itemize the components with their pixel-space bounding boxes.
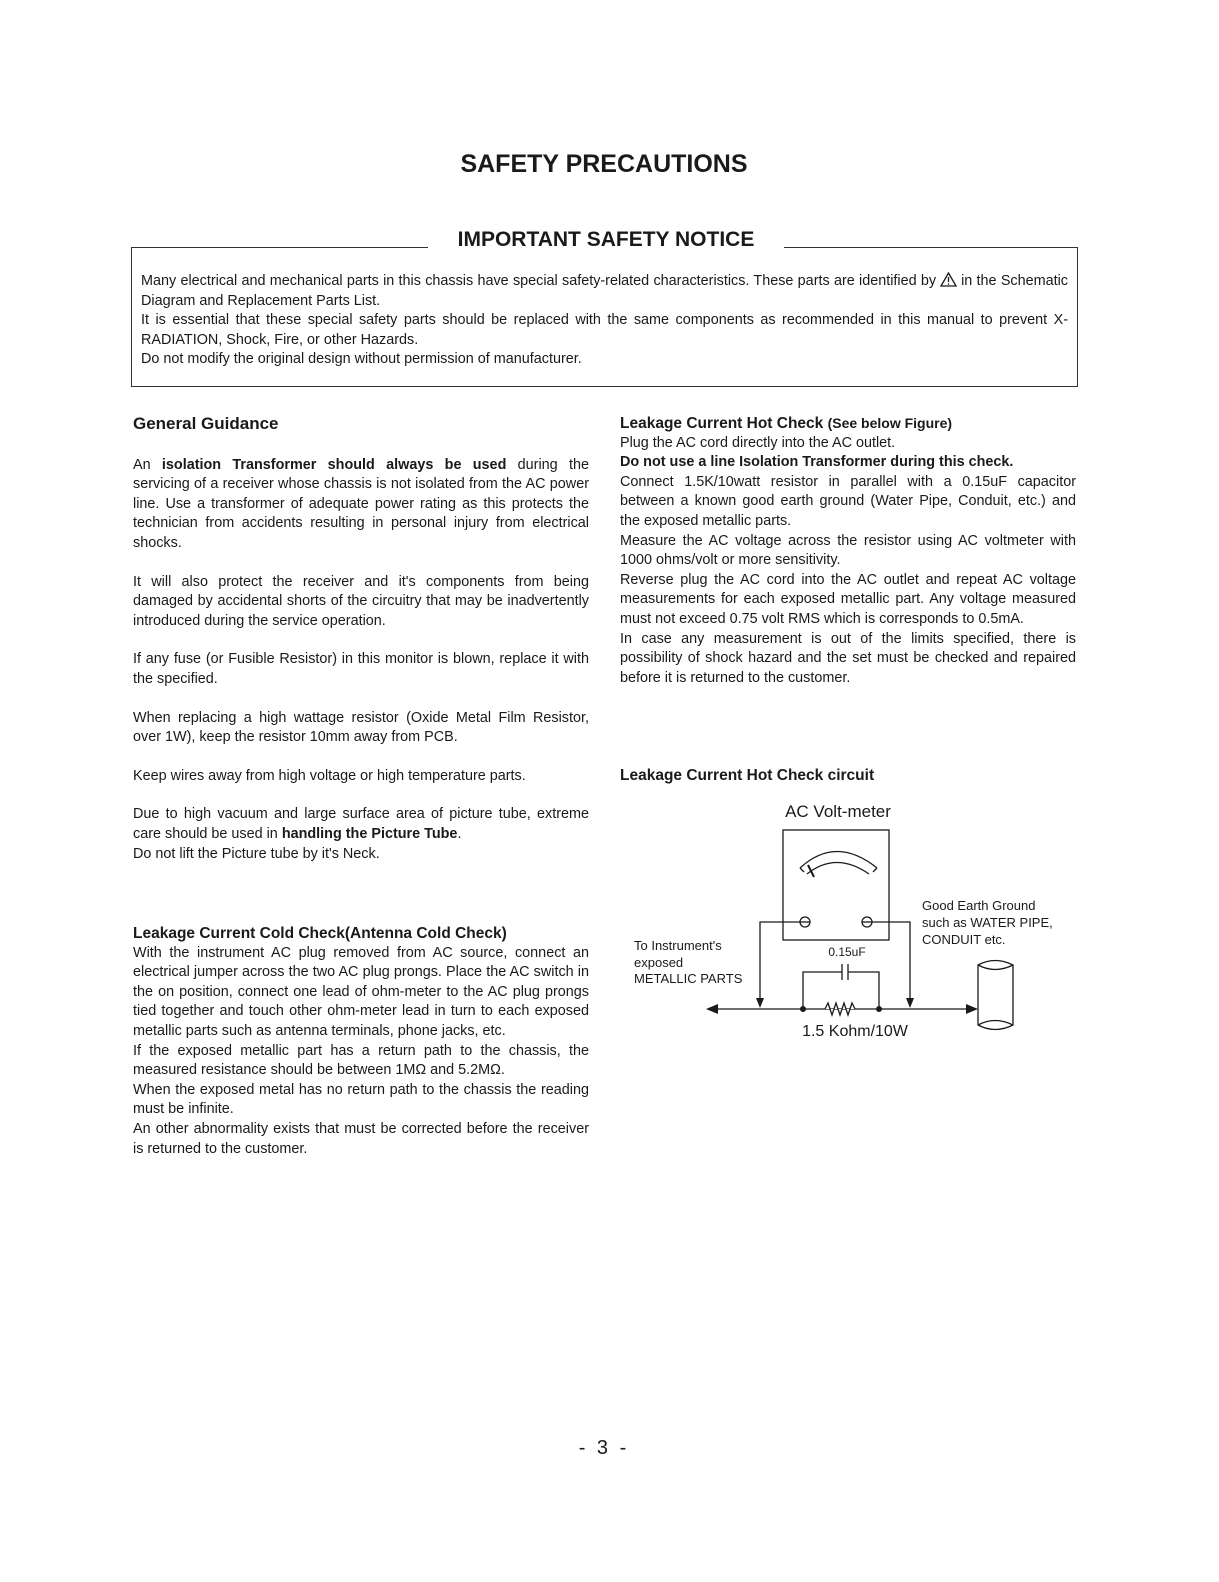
- general-p6-end: .: [457, 825, 462, 842]
- safety-notice-heading: IMPORTANT SAFETY NOTICE: [428, 226, 784, 254]
- hot-check-heading: [620, 414, 1076, 434]
- cold-check-paragraph-1: With the instrument AC plug removed from AC source, connect an electrical jumper across the two AC plug prongs. Place the AC switch in the on position, connect one lead of ohm-meter to the AC plug prongs tied together and touch other ohm-meter lead in turn to each exposed metallic parts such as antenna terminals, phone jacks, etc.: [133, 944, 589, 1039]
- left-lead-arrow: [756, 998, 764, 1008]
- resistor-label: 1.5 Kohm/10W: [802, 1023, 908, 1040]
- general-p1-bold: isolation Transformer should always be used: [161, 456, 507, 473]
- hot-check-heading-note: (See below Figure): [827, 415, 953, 431]
- cold-check-paragraph-4: An other abnormality exists that must be corrected before the receiver is returned to the customer.: [133, 1120, 589, 1157]
- left-label-3: METALLIC PARTS: [634, 971, 743, 986]
- voltmeter-needle: [808, 865, 814, 877]
- safety-notice-text: [141, 272, 1068, 370]
- notice-line3: Do not modify the original design without permission of manufacturer.: [141, 351, 582, 368]
- general-paragraph-1: [133, 456, 589, 554]
- hot-check-paragraph-5: Reverse plug the AC cord into the AC outlet and repeat AC voltage measurements for each exposed metallic part. Any voltage measured must not exceed 0.75 volt RMS which is corresponds to 0.5mA.: [620, 571, 1076, 627]
- hot-check-heading-text: Leakage Current Hot Check: [620, 415, 824, 432]
- general-p1-end: during the servicing of a receiver whose chassis is not isolated from the AC power line. Use a transformer of adequate power rating as this protects the technician from accidents resulting in personal injury from electrical shocks.: [133, 456, 589, 551]
- general-paragraph-7: Do not lift the Picture tube by it's Neck.: [133, 845, 380, 862]
- left-meter-lead: [760, 922, 800, 1000]
- hot-check-section: [620, 414, 1076, 688]
- right-meter-lead: [872, 922, 910, 1000]
- general-paragraph-6: [133, 805, 589, 844]
- circuit-section: [620, 766, 1076, 786]
- circuit-heading: Leakage Current Hot Check circuit: [620, 767, 875, 784]
- general-paragraph-5: Keep wires away from high voltage or high temperature parts.: [133, 767, 526, 784]
- right-label-3: CONDUIT etc.: [922, 932, 1006, 947]
- hot-check-paragraph-1: Plug the AC cord directly into the AC outlet.: [620, 434, 896, 451]
- hot-check-paragraph-2: [620, 453, 1076, 473]
- page-title: SAFETY PRECAUTIONS: [460, 150, 748, 178]
- general-guidance-section: [133, 414, 589, 864]
- general-paragraph-4: When replacing a high wattage resistor (Oxide Metal Film Resistor, over 1W), keep the resistor 10mm away from PCB.: [133, 709, 589, 746]
- general-p6-start: Due to high vacuum and large surface area of picture tube, extreme care should be used in: [133, 806, 589, 842]
- junction-left: [800, 1006, 806, 1012]
- right-label-1: Good Earth Ground: [922, 898, 1036, 913]
- leakage-circuit-diagram: [600, 795, 1080, 1055]
- general-paragraph-3: If any fuse (or Fusible Resistor) in this monitor is blown, replace it with the specified.: [133, 651, 589, 687]
- cold-check-paragraph-2: If the exposed metallic part has a return path to the chassis, the measured resistance should be between 1MΩ and 5.2MΩ.: [133, 1042, 589, 1079]
- notice-line2: It is essential that these special safety parts should be replaced with the same components as recommended in this manual to prevent X-RADIATION, Shock, Fire, or other Hazards.: [141, 312, 1068, 348]
- left-line-arrow: [706, 1004, 718, 1014]
- general-guidance-heading: General Guidance: [133, 414, 279, 433]
- cold-check-heading: Leakage Current Cold Check(Antenna Cold Check): [133, 925, 507, 942]
- left-label-2: exposed: [634, 955, 684, 970]
- left-label-1: To Instrument's: [634, 938, 722, 953]
- warning-triangle-icon: [940, 272, 957, 287]
- junction-right: [876, 1006, 882, 1012]
- hot-check-paragraph-4: Measure the AC voltage across the resistor using AC voltmeter with 1000 ohms/volt or more sensitivity.: [620, 532, 1076, 569]
- notice-line1-end: in the Schematic Diagram and Replacement Parts List.: [141, 273, 1068, 309]
- right-lead-arrow: [906, 998, 914, 1008]
- cold-check-section: [133, 924, 589, 1159]
- right-label-2: such as WATER PIPE,: [922, 915, 1053, 930]
- hot-check-bold-warning: Do not use a line Isolation Transformer during this check.: [620, 454, 1014, 471]
- resistor-symbol: [825, 1003, 855, 1015]
- water-pipe-symbol: [978, 961, 1013, 1030]
- voltmeter-scale: [800, 852, 877, 869]
- general-p1-start: An: [133, 456, 151, 473]
- cold-check-paragraph-3: When the exposed metal has no return path to the chassis the reading must be infinite.: [133, 1081, 589, 1118]
- capacitor-label: 0.15uF: [828, 945, 866, 959]
- meter-label: AC Volt-meter: [785, 802, 891, 821]
- hot-check-paragraph-6: In case any measurement is out of the limits specified, there is possibility of shock hazard and the set must be checked and repaired before it is returned to the customer.: [620, 630, 1076, 686]
- notice-line1-start: Many electrical and mechanical parts in this chassis have special safety-related characteristics. These parts are identified by: [141, 273, 937, 289]
- hot-check-paragraph-3: Connect 1.5K/10watt resistor in parallel with a 0.15uF capacitor between a known good earth ground (Water Pipe, Conduit, etc.) and the exposed metallic parts.: [620, 473, 1076, 529]
- right-line-arrow: [966, 1004, 978, 1014]
- general-p6-bold: handling the Picture Tube: [281, 825, 458, 842]
- general-paragraph-2: It will also protect the receiver and it's components from being damaged by accidental shorts of the circuitry that may be inadvertently introduced during the service operation.: [133, 573, 589, 629]
- page-number: - 3 -: [578, 1437, 630, 1459]
- voltmeter-box: [783, 830, 889, 940]
